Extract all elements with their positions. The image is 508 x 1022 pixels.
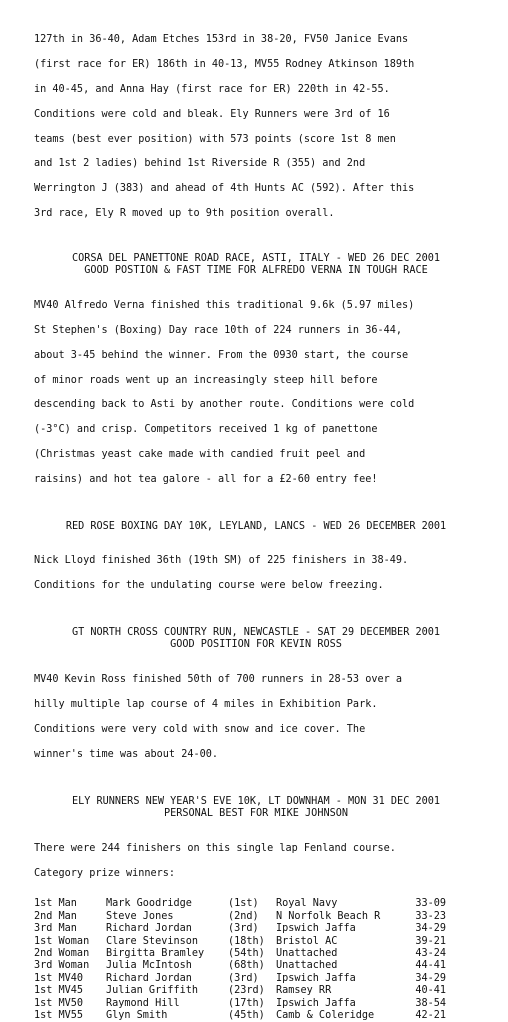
result-club: Ipswich Jaffa — [276, 923, 356, 935]
result-category: 1st Woman — [34, 935, 90, 947]
section-body — [34, 288, 478, 499]
heading-line: GOOD POSTION & FAST TIME FOR ALFREDO VERNA IN TOUGH RACE — [84, 265, 428, 277]
text-line: (first race for ER) 186th in 40-13, MV55 Rodney Atkinson 189th — [34, 59, 415, 71]
heading-line: ELY RUNNERS NEW YEAR'S EVE 10K, LT DOWNHAM - MON 31 DEC 2001 — [71, 795, 440, 807]
text-line: in 40-45, and Anna Hay (first race for ER) 220th in 42-55. — [34, 84, 390, 96]
text-line: (Christmas yeast cake made with candied fruit peel and — [34, 449, 366, 460]
result-club: Royal Navy — [276, 898, 338, 910]
text-line: There were 244 finishers on this single lap Fenland course. — [34, 842, 396, 854]
table-row — [34, 948, 446, 960]
table-row — [34, 973, 446, 985]
result-position: (3rd) — [228, 972, 259, 984]
text-line: hilly multiple lap course of 4 miles in Exhibition Park. — [34, 699, 378, 711]
table-row — [34, 936, 446, 948]
text-line: winner's time was about 24-00. — [34, 748, 219, 760]
result-category: 2nd Woman — [34, 948, 90, 959]
result-club: Camb & Coleridge — [276, 1010, 375, 1022]
text-line: 127th in 36-40, Adam Etches 153rd in 38-20, FV50 Janice Evans — [34, 34, 409, 46]
text-line: Werrington J (383) and ahead of 4th Hunts AC (592). After this — [34, 183, 415, 195]
result-position: (17th) — [228, 997, 265, 1009]
result-name: Julian Griffith — [106, 985, 199, 997]
intro-paragraph — [34, 22, 478, 233]
result-name: Richard Jordan — [106, 923, 192, 935]
result-category: 1st MV40 — [34, 972, 84, 984]
section-heading — [34, 521, 478, 533]
result-club: Ramsey RR — [276, 985, 332, 997]
result-time: 34-29 — [415, 972, 446, 984]
results-table — [34, 898, 446, 1022]
result-name: Glyn Smith — [106, 1010, 168, 1022]
result-category: 2nd Man — [34, 910, 77, 922]
result-category: 1st MV50 — [34, 997, 84, 1009]
result-position: (18th) — [228, 935, 265, 947]
result-time: 39-21 — [415, 935, 446, 947]
text-line: 3rd race, Ely R moved up to 9th position overall. — [34, 208, 335, 220]
result-name: Clare Stevinson — [106, 935, 199, 947]
text-line: Conditions were very cold with snow and ice cover. The — [34, 723, 366, 735]
table-row — [34, 923, 446, 935]
result-time: 33-23 — [415, 910, 446, 922]
section-ely-nye — [34, 796, 478, 1022]
text-line: and 1st 2 ladies) behind 1st Riverside R (355) and 2nd — [34, 158, 366, 170]
result-position: (54th) — [228, 948, 265, 959]
section-gt-north — [34, 627, 478, 773]
section-heading — [34, 253, 478, 278]
heading-line: CORSA DEL PANETTONE ROAD RACE, ASTI, ITALY - WED 26 DEC 2001 — [71, 252, 440, 264]
result-category: 1st MV45 — [34, 985, 84, 997]
result-position: (23rd) — [228, 985, 265, 997]
section-body — [34, 662, 478, 774]
text-line: teams (best ever position) with 573 points (score 1st 8 men — [34, 133, 396, 145]
text-line: raisins) and hot tea galore - all for a £2-60 entry fee! — [34, 473, 378, 485]
heading-line: GOOD POSITION FOR KEVIN ROSS — [170, 639, 342, 651]
result-position: (3rd) — [228, 923, 259, 935]
result-name: Raymond Hill — [106, 997, 180, 1009]
heading-line: PERSONAL BEST FOR MIKE JOHNSON — [163, 807, 348, 819]
text-line: MV40 Kevin Ross finished 50th of 700 runners in 28-53 over a — [34, 674, 403, 686]
section-red-rose — [34, 521, 478, 605]
result-position: (45th) — [228, 1010, 265, 1022]
result-position: (2nd) — [228, 910, 259, 922]
table-row — [34, 960, 446, 972]
result-name: Steve Jones — [106, 910, 174, 922]
result-category: 3rd Woman — [34, 960, 90, 972]
result-name: Birgitta Bramley — [106, 948, 205, 959]
result-category: 3rd Man — [34, 923, 77, 935]
result-club: N Norfolk Beach R — [276, 910, 381, 922]
result-club: Bristol AC — [276, 935, 338, 947]
result-name: Mark Goodridge — [106, 898, 192, 910]
result-position: (1st) — [228, 898, 259, 910]
table-row — [34, 898, 446, 910]
result-time: 34-29 — [415, 923, 446, 935]
result-club: Ipswich Jaffa — [276, 972, 356, 984]
table-row — [34, 1010, 446, 1022]
result-category: 1st MV55 — [34, 1010, 84, 1022]
text-line: Nick Lloyd finished 36th (19th SM) of 225 finishers in 38-49. — [34, 555, 409, 567]
result-club: Ipswich Jaffa — [276, 997, 356, 1009]
result-time: 42-21 — [415, 1010, 446, 1022]
text-line: Conditions for the undulating course were below freezing. — [34, 580, 384, 592]
table-row — [34, 998, 446, 1010]
text-line: MV40 Alfredo Verna finished this traditional 9.6k (5.97 miles) — [34, 300, 415, 312]
result-time: 44-41 — [415, 960, 446, 972]
text-line: Category prize winners: — [34, 867, 176, 879]
result-time: 40-41 — [415, 985, 446, 997]
section-asti — [34, 253, 478, 499]
result-position: (68th) — [228, 960, 265, 972]
table-row — [34, 985, 446, 997]
text-line: (-3°C) and crisp. Competitors received 1 kg of panettone — [34, 424, 378, 436]
section-heading — [34, 627, 478, 652]
result-time: 38-54 — [415, 997, 446, 1009]
result-club: Unattached — [276, 960, 338, 972]
result-club: Unattached — [276, 948, 338, 959]
result-time: 43-24 — [415, 948, 446, 959]
text-line: descending back to Asti by another route. Conditions were cold — [34, 399, 415, 411]
result-name: Julia McIntosh — [106, 960, 192, 972]
table-row — [34, 911, 446, 923]
section-body — [34, 543, 478, 605]
section-body — [34, 830, 478, 892]
text-line: Conditions were cold and bleak. Ely Runners were 3rd of 16 — [34, 108, 390, 120]
text-line: St Stephen's (Boxing) Day race 10th of 224 runners in 36-44, — [34, 324, 403, 336]
result-category: 1st Man — [34, 898, 77, 910]
text-line: of minor roads went up an increasingly steep hill before — [34, 374, 378, 386]
text-line: about 3-45 behind the winner. From the 0930 start, the course — [34, 349, 409, 361]
result-time: 33-09 — [415, 898, 446, 910]
heading-line: GT NORTH CROSS COUNTRY RUN, NEWCASTLE - SAT 29 DECEMBER 2001 — [71, 627, 440, 639]
heading-line: RED ROSE BOXING DAY 10K, LEYLAND, LANCS - WED 26 DECEMBER 2001 — [65, 520, 447, 532]
section-heading — [34, 796, 478, 821]
result-name: Richard Jordan — [106, 972, 192, 984]
